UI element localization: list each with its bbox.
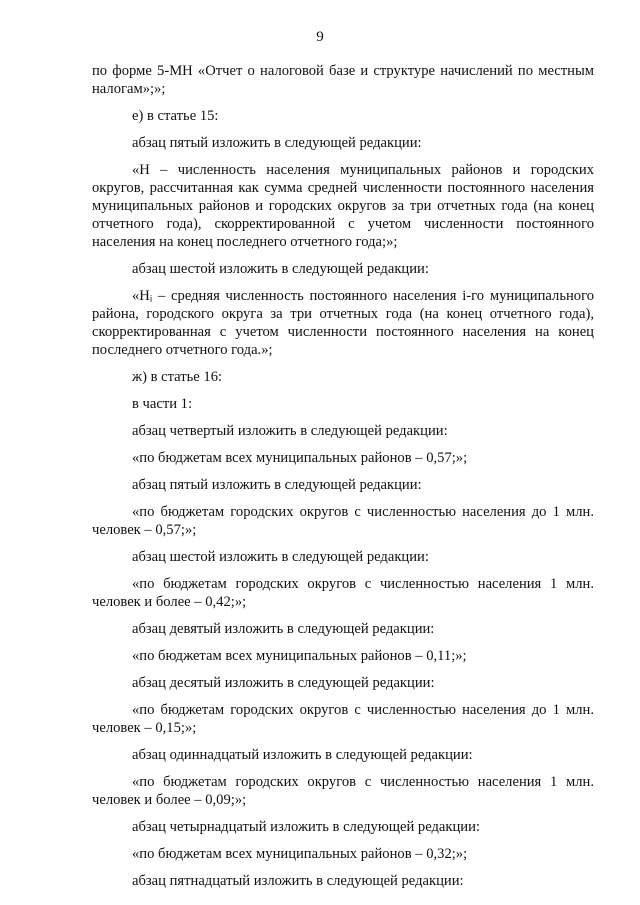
paragraph: «по бюджетам всех муниципальных районов – 0,32;»; (132, 846, 468, 862)
paragraph: абзац шестой изложить в следующей редакции: (132, 549, 429, 565)
paragraph: абзац четырнадцатый изложить в следующей редакции: (132, 819, 480, 835)
paragraph: абзац пятый изложить в следующей редакции: (132, 477, 422, 493)
paragraph: ж) в статье 16: (132, 369, 223, 385)
paragraph: абзац пятнадцатый изложить в следующей редакции: (132, 873, 464, 889)
paragraph: «по бюджетам всех муниципальных районов – 0,57;»; (132, 450, 468, 466)
document-body (92, 62, 594, 899)
page-number: 9 (316, 29, 324, 45)
paragraph: «Н – численность населения муниципальных районов и городских округов, рассчитанная как сумма средней численности постоянного населения муниципальных районов и городских округов за три отчетных года (на конец отчетного года), скорректированной с учетом численности постоянного населения на конец последнего отчетного года;»; (92, 162, 594, 250)
paragraph: в части 1: (132, 396, 193, 412)
paragraph: «Нᵢ – средняя численность постоянного населения i-го муниципального района, городского округа за три отчетных года (на конец отчетного года), скорректированная с учетом численности постоянного населения на конец последнего отчетного года.»; (92, 288, 594, 358)
paragraph: «по бюджетам городских округов с численностью населения до 1 млн. человек – 0,15;»; (92, 702, 594, 736)
paragraph: е) в статье 15: (132, 108, 219, 124)
paragraph: «по бюджетам городских округов с численностью населения до 1 млн. человек – 0,57;»; (92, 504, 594, 538)
paragraph: абзац шестой изложить в следующей редакции: (132, 261, 429, 277)
paragraph: абзац десятый изложить в следующей редакции: (132, 675, 435, 691)
paragraph: по форме 5-МН «Отчет о налоговой базе и структуре начислений по местным налогам»;»; (92, 63, 594, 97)
paragraph: «по бюджетам городских округов с численностью населения 1 млн. человек и более – 0,42;»; (92, 576, 594, 610)
paragraph: абзац одиннадцатый изложить в следующей редакции: (132, 747, 473, 763)
paragraph: абзац девятый изложить в следующей редакции: (132, 621, 435, 637)
paragraph: абзац пятый изложить в следующей редакции: (132, 135, 422, 151)
paragraph: абзац четвертый изложить в следующей редакции: (132, 423, 448, 439)
paragraph: «по бюджетам всех муниципальных районов – 0,11;»; (132, 648, 467, 664)
paragraph: «по бюджетам городских округов с численностью населения 1 млн. человек и более – 0,09;»; (92, 774, 594, 808)
